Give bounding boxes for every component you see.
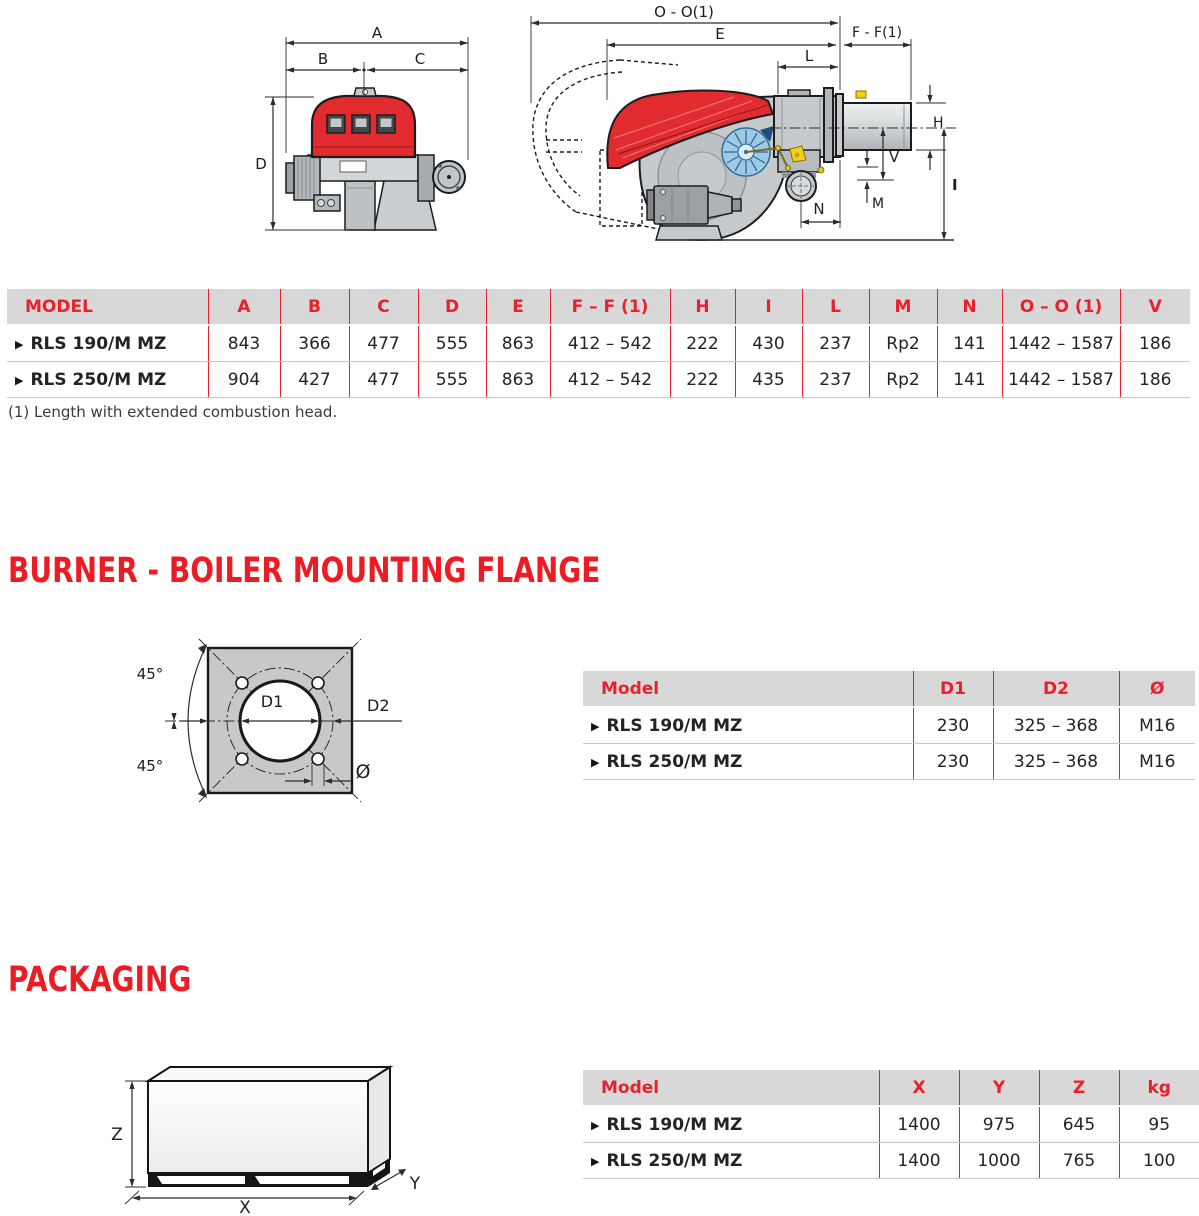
column-header-diameter: Ø (1119, 671, 1195, 707)
row-marker-icon: ▶ (591, 719, 600, 733)
cell: 141 (937, 362, 1002, 398)
cell: 555 (418, 362, 486, 398)
blast-tube (843, 103, 911, 150)
cell: 230 (913, 744, 993, 780)
side-dim-label-e: E (715, 25, 725, 43)
burner-side-view-drawing (520, 0, 980, 270)
flange-label-angle-bottom: 45° (136, 757, 164, 775)
front-dim-label-d: D (255, 155, 267, 173)
packaging-label-y: Y (409, 1174, 421, 1194)
cell: 645 (1039, 1106, 1119, 1143)
cell: 1400 (879, 1143, 959, 1179)
table-row (7, 325, 1190, 362)
cell: 765 (1039, 1143, 1119, 1179)
cell: 237 (802, 362, 869, 398)
flange-label-d2: D2 (367, 696, 390, 715)
cell: 1442 – 1587 (1002, 325, 1120, 362)
burner-side-illustration (607, 88, 911, 240)
column-header-v: V (1120, 289, 1190, 325)
cell: 186 (1120, 362, 1190, 398)
flange-table (583, 671, 1195, 780)
model-name: RLS 250/M MZ (606, 751, 743, 772)
packaging-table (583, 1070, 1199, 1179)
column-header-z: Z (1039, 1070, 1119, 1106)
cell: 95 (1119, 1106, 1199, 1143)
column-header-i: I (735, 289, 802, 325)
cell: Rp2 (869, 325, 937, 362)
column-header-ff: F – F (1) (550, 289, 670, 325)
column-header-d2: D2 (993, 671, 1119, 707)
model-cell (583, 1106, 879, 1143)
packaging-label-z: Z (111, 1125, 123, 1145)
row-marker-icon: ▶ (591, 1154, 600, 1168)
model-name: RLS 250/M MZ (30, 369, 167, 390)
table-row (583, 1106, 1199, 1143)
model-name: RLS 250/M MZ (606, 1150, 743, 1171)
cell: 230 (913, 707, 993, 744)
front-dim-label-c: C (414, 50, 426, 68)
side-dim-label-h: H (933, 115, 944, 131)
cell: 430 (735, 325, 802, 362)
dimensions-table (7, 289, 1190, 398)
column-header-model: MODEL (7, 289, 208, 325)
side-dim-label-n: N (813, 200, 825, 218)
model-cell (7, 325, 208, 362)
model-cell (7, 362, 208, 398)
cell: 412 – 542 (550, 325, 670, 362)
cell: 1400 (879, 1106, 959, 1143)
table-row (7, 362, 1190, 398)
table-row (583, 1143, 1199, 1179)
column-header-x: X (879, 1070, 959, 1106)
cell: 427 (280, 362, 349, 398)
flange-label-angle-top: 45° (136, 665, 164, 683)
cell: M16 (1119, 707, 1195, 744)
burner-front-illustration (286, 88, 465, 230)
side-dim-label-i: I (952, 176, 958, 194)
cell: 904 (208, 362, 280, 398)
mounting-flange-drawing (120, 615, 450, 840)
cell: 435 (735, 362, 802, 398)
cell: M16 (1119, 744, 1195, 780)
row-marker-icon: ▶ (15, 373, 24, 387)
flange-label-diameter: Ø (355, 761, 371, 783)
column-header-b: B (280, 289, 349, 325)
burner-front-view-drawing (250, 5, 500, 270)
cell: 186 (1120, 325, 1190, 362)
row-marker-icon: ▶ (15, 337, 24, 351)
cell: 1442 – 1587 (1002, 362, 1120, 398)
front-dim-label-b: B (317, 50, 329, 68)
cell: 325 – 368 (993, 744, 1119, 780)
cover-windows (327, 115, 395, 133)
column-header-model: Model (583, 1070, 879, 1106)
cell: 412 – 542 (550, 362, 670, 398)
cell: 555 (418, 325, 486, 362)
model-name: RLS 190/M MZ (606, 1114, 743, 1135)
column-header-l: L (802, 289, 869, 325)
footnote: (1) Length with extended combustion head. (8, 403, 338, 421)
table-row (583, 744, 1195, 780)
packaging-box-illustration (148, 1067, 390, 1187)
side-dim-label-m: M (872, 196, 885, 212)
column-header-d: D (418, 289, 486, 325)
column-header-oo: O – O (1) (1002, 289, 1120, 325)
model-cell (583, 707, 913, 744)
cell: 325 – 368 (993, 707, 1119, 744)
column-header-c: C (349, 289, 418, 325)
model-name: RLS 190/M MZ (30, 333, 167, 354)
column-header-m: M (869, 289, 937, 325)
model-cell (583, 744, 913, 780)
cell: 863 (486, 325, 550, 362)
yellow-tab (856, 91, 866, 98)
model-cell (583, 1143, 879, 1179)
cell: 477 (349, 362, 418, 398)
flange-label-d1: D1 (260, 692, 284, 711)
column-header-y: Y (959, 1070, 1039, 1106)
table-row (583, 707, 1195, 744)
packaging-drawing (85, 1040, 435, 1216)
column-header-e: E (486, 289, 550, 325)
dimensions-header-row (7, 289, 1190, 325)
column-header-model: Model (583, 671, 913, 707)
cell: 366 (280, 325, 349, 362)
front-dim-label-a: A (371, 24, 383, 42)
row-marker-icon: ▶ (591, 1118, 600, 1132)
cell: 975 (959, 1106, 1039, 1143)
row-marker-icon: ▶ (591, 755, 600, 769)
column-header-a: A (208, 289, 280, 325)
cell: 237 (802, 325, 869, 362)
cell: 222 (670, 362, 735, 398)
packaging-header-row (583, 1070, 1199, 1106)
column-header-h: H (670, 289, 735, 325)
section-title-flange: BURNER - BOILER MOUNTING FLANGE (8, 551, 601, 591)
column-header-n: N (937, 289, 1002, 325)
column-header-d1: D1 (913, 671, 993, 707)
cell: 222 (670, 325, 735, 362)
model-name: RLS 190/M MZ (606, 715, 743, 736)
cell: 100 (1119, 1143, 1199, 1179)
side-dim-label-l: L (804, 47, 814, 65)
side-dim-label-oo: O - O(1) (654, 3, 714, 21)
side-dim-label-ff: F - F(1) (852, 25, 902, 41)
flange-header-row (583, 671, 1195, 707)
section-title-packaging: PACKAGING (8, 960, 192, 1000)
cell: Rp2 (869, 362, 937, 398)
side-dim-label-v: V (889, 148, 900, 166)
cell: 1000 (959, 1143, 1039, 1179)
cell: 863 (486, 362, 550, 398)
packaging-label-x: X (239, 1198, 251, 1216)
cell: 843 (208, 325, 280, 362)
cell: 141 (937, 325, 1002, 362)
column-header-kg: kg (1119, 1070, 1199, 1106)
cell: 477 (349, 325, 418, 362)
